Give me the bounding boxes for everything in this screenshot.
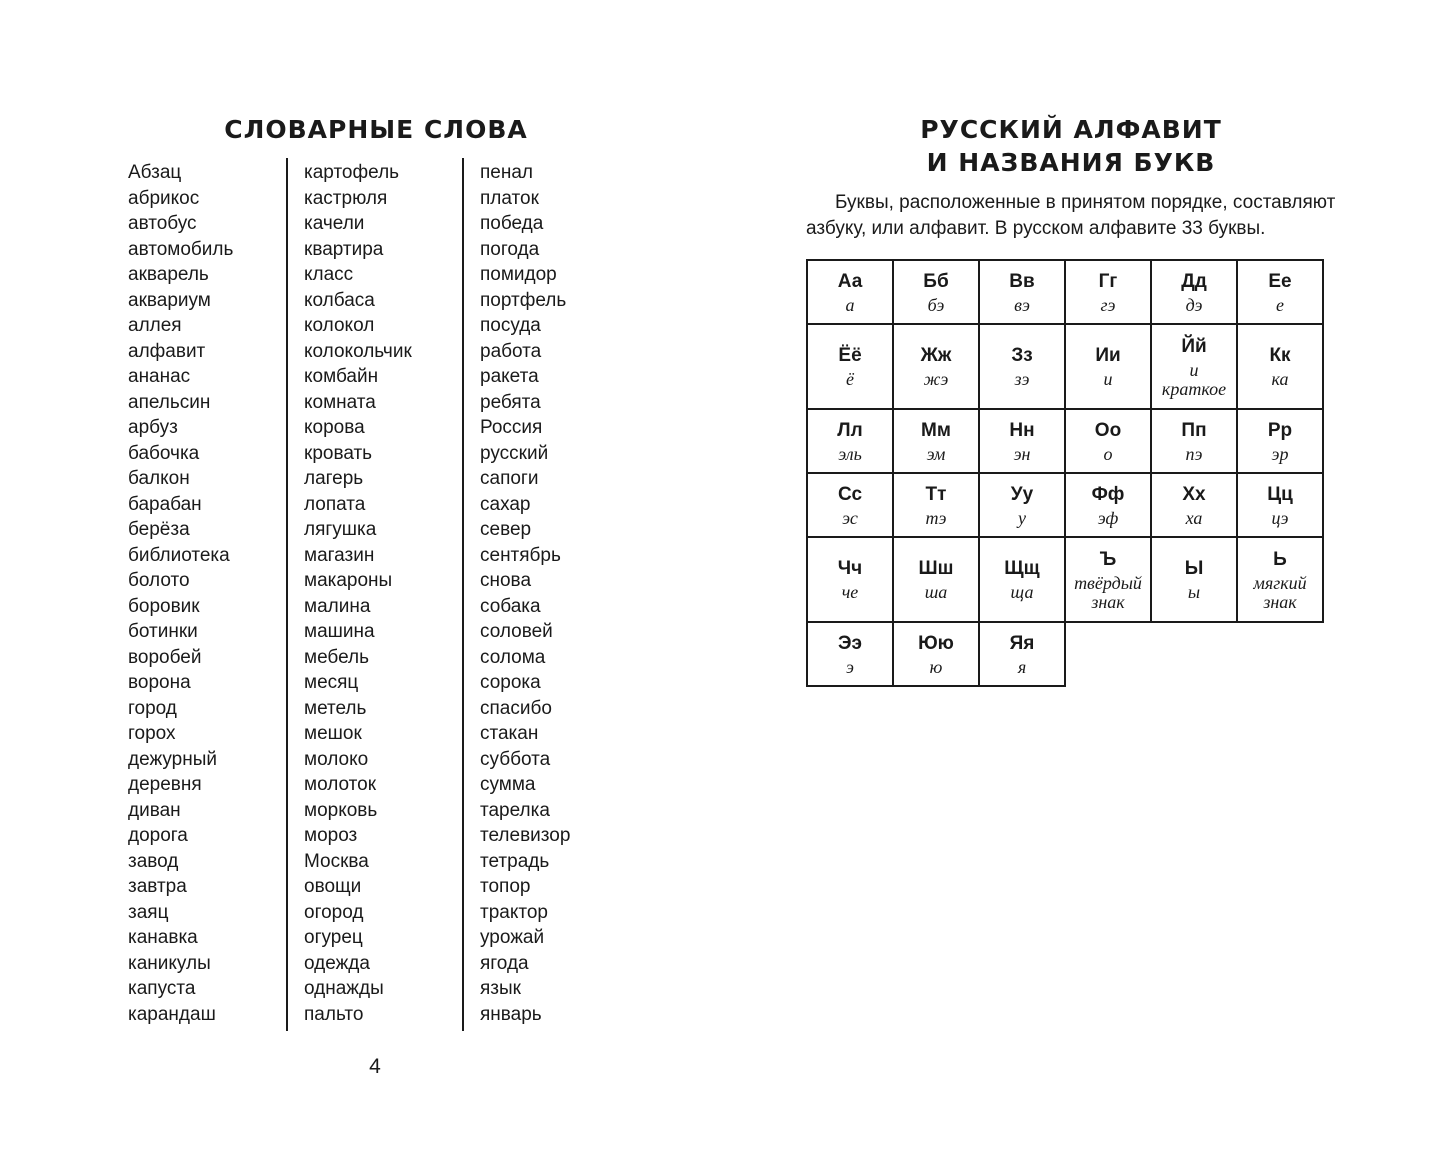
vocabulary-word: портфель [480,289,567,311]
letter: Мм [921,419,951,441]
vocabulary-word: машина [304,621,375,642]
letter: Рр [1267,419,1293,441]
letter-name: и [1103,369,1113,389]
vocabulary-word: топор [480,876,531,897]
vocabulary-word: сентябрь [480,544,561,566]
letter: Жж [920,345,952,366]
letter-name: эс [842,507,858,528]
vocabulary-word: телевизор [480,825,571,846]
vocabulary-word: ягода [480,952,529,974]
vocabulary-word: метель [304,697,367,719]
vocabulary-word: дорога [128,825,188,846]
letter-name: а [845,294,855,315]
vocabulary-word: карандаш [128,1003,216,1025]
alphabet-cell [1065,409,1151,473]
vocabulary-word: заяц [128,901,169,923]
alphabet-cell [979,324,1065,409]
left-page [0,0,722,1168]
letter-name: эм [926,443,946,464]
alphabet-cell [979,473,1065,537]
vocabulary-word: январь [480,1003,542,1025]
vocabulary-word: лагерь [304,468,364,489]
vocabulary-word: болото [128,570,190,591]
alphabet-cell [979,622,1065,686]
letter-name: эф [1097,507,1119,528]
alphabet-cell [1237,537,1323,622]
vocabulary-word: аллея [128,315,182,336]
vocabulary-word: малина [304,595,371,617]
letter-name: эр [1271,443,1289,464]
letter: Пп [1181,419,1207,441]
letter-name: цэ [1271,507,1289,528]
vocabulary-word: язык [480,978,521,999]
empty-cell [1065,622,1151,686]
vocabulary-word: комната [304,391,376,413]
vocabulary-word: огурец [304,927,363,948]
vocabulary-word: бабочка [128,442,200,464]
letter-name: ё [846,369,854,389]
vocabulary-word: овощи [304,876,362,897]
vocabulary-word: берёза [128,519,190,540]
vocabulary-word: снова [480,570,532,591]
letter-name: дэ [1185,294,1203,315]
vocabulary-word: платок [480,187,539,209]
letter: Ь [1273,548,1287,570]
vocabulary-word: тарелка [480,799,550,821]
vocabulary-word: лягушка [304,519,377,540]
vocabulary-word: арбуз [128,417,178,438]
letter: Йй [1181,335,1207,357]
alphabet-row [807,409,1323,473]
vocabulary-word: комбайн [304,366,379,387]
vocabulary-word: победа [480,213,544,234]
vocabulary-word: завод [128,850,179,872]
vocabulary-word: кастрюля [304,187,388,209]
letter-name: о [1103,443,1113,464]
vocabulary-word: собака [480,595,541,617]
alphabet-cell [1151,537,1237,622]
vocabulary-word: боровик [128,595,200,617]
vocabulary-word: колокольчик [304,340,412,362]
vocabulary-word: ворона [128,672,191,693]
alphabet-cell [893,537,979,622]
word-column-1 [128,160,233,1027]
alphabet-cell [807,622,893,686]
letter: Оо [1094,419,1122,441]
alphabet-cell [807,409,893,473]
vocabulary-title: СЛОВАРНЫЕ СЛОВА [224,115,528,144]
letter-name: жэ [923,369,949,389]
vocabulary-word: спасибо [480,697,552,719]
letter: Зз [1011,345,1033,366]
vocabulary-word: канавка [128,927,198,948]
vocabulary-word: макароны [304,570,393,591]
vocabulary-word: сапоги [480,468,539,489]
column-divider [286,158,288,1031]
vocabulary-word: ракета [480,366,539,387]
vocabulary-word: деревня [128,774,202,795]
alphabet-cell [1151,260,1237,324]
letter: Сс [837,483,863,505]
empty-cell [1237,622,1323,686]
letter-name: твёрдый [1074,572,1142,593]
letter-name: знак [1091,591,1125,612]
vocabulary-word: Абзац [128,162,182,183]
vocabulary-word: ботинки [128,621,198,642]
vocabulary-word: пальто [304,1003,364,1025]
vocabulary-word: мешок [304,723,362,744]
letter-name: ща [1010,582,1034,602]
vocabulary-word: картофель [304,162,400,183]
alphabet-title [806,113,1336,179]
alphabet-cell [807,260,893,324]
vocabulary-word: горох [128,723,176,744]
letter-name: у [1018,507,1026,528]
letter: Кк [1269,345,1291,366]
letter: Ъ [1099,548,1117,570]
vocabulary-word: капуста [128,978,196,999]
vocabulary-word: месяц [304,672,359,693]
letter: Фф [1091,483,1125,505]
vocabulary-word: мороз [304,825,358,846]
vocabulary-word: лопата [304,493,366,515]
vocabulary-word: сахар [480,493,531,515]
letter-name: ю [929,656,943,677]
letter: Яя [1009,632,1035,654]
column-divider [462,158,464,1031]
vocabulary-word: сорока [480,672,541,693]
letter-name: краткое [1161,378,1227,399]
letter: Дд [1181,270,1207,292]
alphabet-cell [893,409,979,473]
alphabet-table [806,259,1324,687]
alphabet-cell [893,473,979,537]
alphabet-intro: Буквы, расположенные в принятом порядке, составляют азбуку, или алфавит. В русском алфавите 33 буквы. [806,192,1336,239]
vocabulary-word: диван [128,799,181,821]
vocabulary-word: север [480,519,532,540]
vocabulary-word: русский [480,442,549,464]
vocabulary-word: погода [480,238,540,260]
alphabet-cell [979,409,1065,473]
word-column-3 [480,160,570,1027]
vocabulary-word: библиотека [128,544,230,566]
alphabet-cell [1151,473,1237,537]
vocabulary-word: автомобиль [128,238,234,260]
letter: Юю [918,632,954,654]
letter: Ее [1268,270,1292,292]
vocabulary-word: помидор [480,264,557,285]
letter-name: тэ [925,507,947,528]
letter: Уу [1010,483,1034,505]
vocabulary-word: суббота [480,748,551,770]
alphabet-cell [1151,409,1237,473]
vocabulary-word: посуда [480,315,541,336]
letter: Шш [918,558,954,579]
alphabet-cell [1065,324,1151,409]
alphabet-cell [1237,260,1323,324]
vocabulary-word: Москва [304,850,369,872]
vocabulary-word: завтра [128,876,187,897]
alphabet-cell [1065,260,1151,324]
vocabulary-word: класс [304,264,354,285]
vocabulary-word: сумма [480,774,536,795]
vocabulary-word: морковь [304,799,378,821]
vocabulary-word: кровать [304,442,373,464]
page-number: 4 [369,1055,381,1078]
alphabet-cell [1065,473,1151,537]
letter-name: че [841,582,859,602]
letter-name: ша [924,582,948,602]
letter-name: е [1276,294,1284,315]
letter: Ээ [837,632,862,654]
letter-name: пэ [1185,443,1203,464]
vocabulary-word: трактор [480,901,548,923]
vocabulary-word: алфавит [128,340,206,362]
letter-name: э [846,656,854,677]
vocabulary-word: балкон [128,468,190,489]
alphabet-cell [807,324,893,409]
vocabulary-word: стакан [480,723,539,744]
letter-name: эль [838,443,862,464]
letter: Бб [923,270,949,292]
alphabet-cell [807,537,893,622]
vocabulary-word: урожай [480,927,545,948]
alphabet-cell [979,537,1065,622]
vocabulary-word: колбаса [304,289,375,311]
letter-name: ка [1271,369,1289,389]
letter-name: эн [1013,443,1031,464]
vocabulary-word: автобус [128,213,197,234]
letter-name: бэ [927,294,945,315]
letter: Вв [1009,270,1035,292]
letter: Хх [1182,483,1206,505]
vocabulary-word: Россия [480,417,543,438]
vocabulary-word: акварель [128,264,209,285]
vocabulary-word: корова [304,417,365,438]
vocabulary-word: воробей [128,646,202,668]
alphabet-cell [1237,409,1323,473]
letter-name: зэ [1014,369,1030,389]
letter: Нн [1009,419,1035,441]
alphabet-row [807,537,1323,622]
vocabulary-word: качели [304,213,365,234]
vocabulary-word: абрикос [128,187,200,209]
vocabulary-word: каникулы [128,952,211,974]
letter-name: гэ [1100,294,1116,315]
alphabet-title-line-2: И НАЗВАНИЯ БУКВ [926,148,1216,177]
alphabet-cell [893,260,979,324]
alphabet-row [807,473,1323,537]
letter-name: и [1189,359,1199,380]
vocabulary-word: одежда [304,952,370,974]
vocabulary-word: тетрадь [480,850,550,872]
vocabulary-word: солома [480,646,546,668]
letter: Тт [925,483,947,505]
alphabet-cell [1237,473,1323,537]
letter: Ёё [838,345,862,366]
letter: Гг [1098,270,1118,292]
letter: Аа [837,270,863,292]
letter: Лл [837,419,863,441]
letter-name: знак [1263,591,1297,612]
vocabulary-word: ананас [128,366,191,387]
letter: Ы [1184,558,1204,579]
right-page [722,0,1445,1168]
alphabet-cell [893,622,979,686]
alphabet-cell [807,473,893,537]
alphabet-cell [1065,537,1151,622]
letter: Цц [1267,483,1293,505]
vocabulary-word: огород [304,901,364,923]
alphabet-row [807,324,1323,409]
vocabulary-word: аквариум [128,289,211,311]
letter: Ии [1095,345,1121,366]
alphabet-cell [893,324,979,409]
vocabulary-word: барабан [128,493,202,515]
vocabulary-word: соловей [480,621,553,642]
vocabulary-word: квартира [304,238,384,260]
letter: Щщ [1004,558,1040,579]
vocabulary-word: магазин [304,544,375,566]
vocabulary-word: однажды [304,978,384,999]
vocabulary-word: дежурный [128,748,217,770]
vocabulary-word: колокол [304,315,375,336]
word-column-2 [304,160,412,1027]
alphabet-cell [979,260,1065,324]
alphabet-cell [1151,324,1237,409]
letter-name: я [1017,656,1027,677]
letter-name: мягкий [1253,572,1307,593]
vocabulary-word: работа [480,340,542,362]
alphabet-cell [1237,324,1323,409]
alphabet-row [807,622,1323,686]
letter-name: ы [1187,582,1201,602]
letter-name: вэ [1014,294,1030,315]
vocabulary-word: город [128,697,177,719]
vocabulary-word: молоток [304,774,377,795]
empty-cell [1151,622,1237,686]
vocabulary-word: мебель [304,646,370,668]
alphabet-row [807,260,1323,324]
alphabet-title-line-1: РУССКИЙ АЛФАВИТ [920,115,1222,144]
letter-name: ха [1185,507,1203,528]
vocabulary-word: пенал [480,162,534,183]
vocabulary-word: апельсин [128,391,211,413]
letter: Чч [837,558,863,579]
vocabulary-word: молоко [304,748,369,770]
vocabulary-word: ребята [480,391,541,413]
